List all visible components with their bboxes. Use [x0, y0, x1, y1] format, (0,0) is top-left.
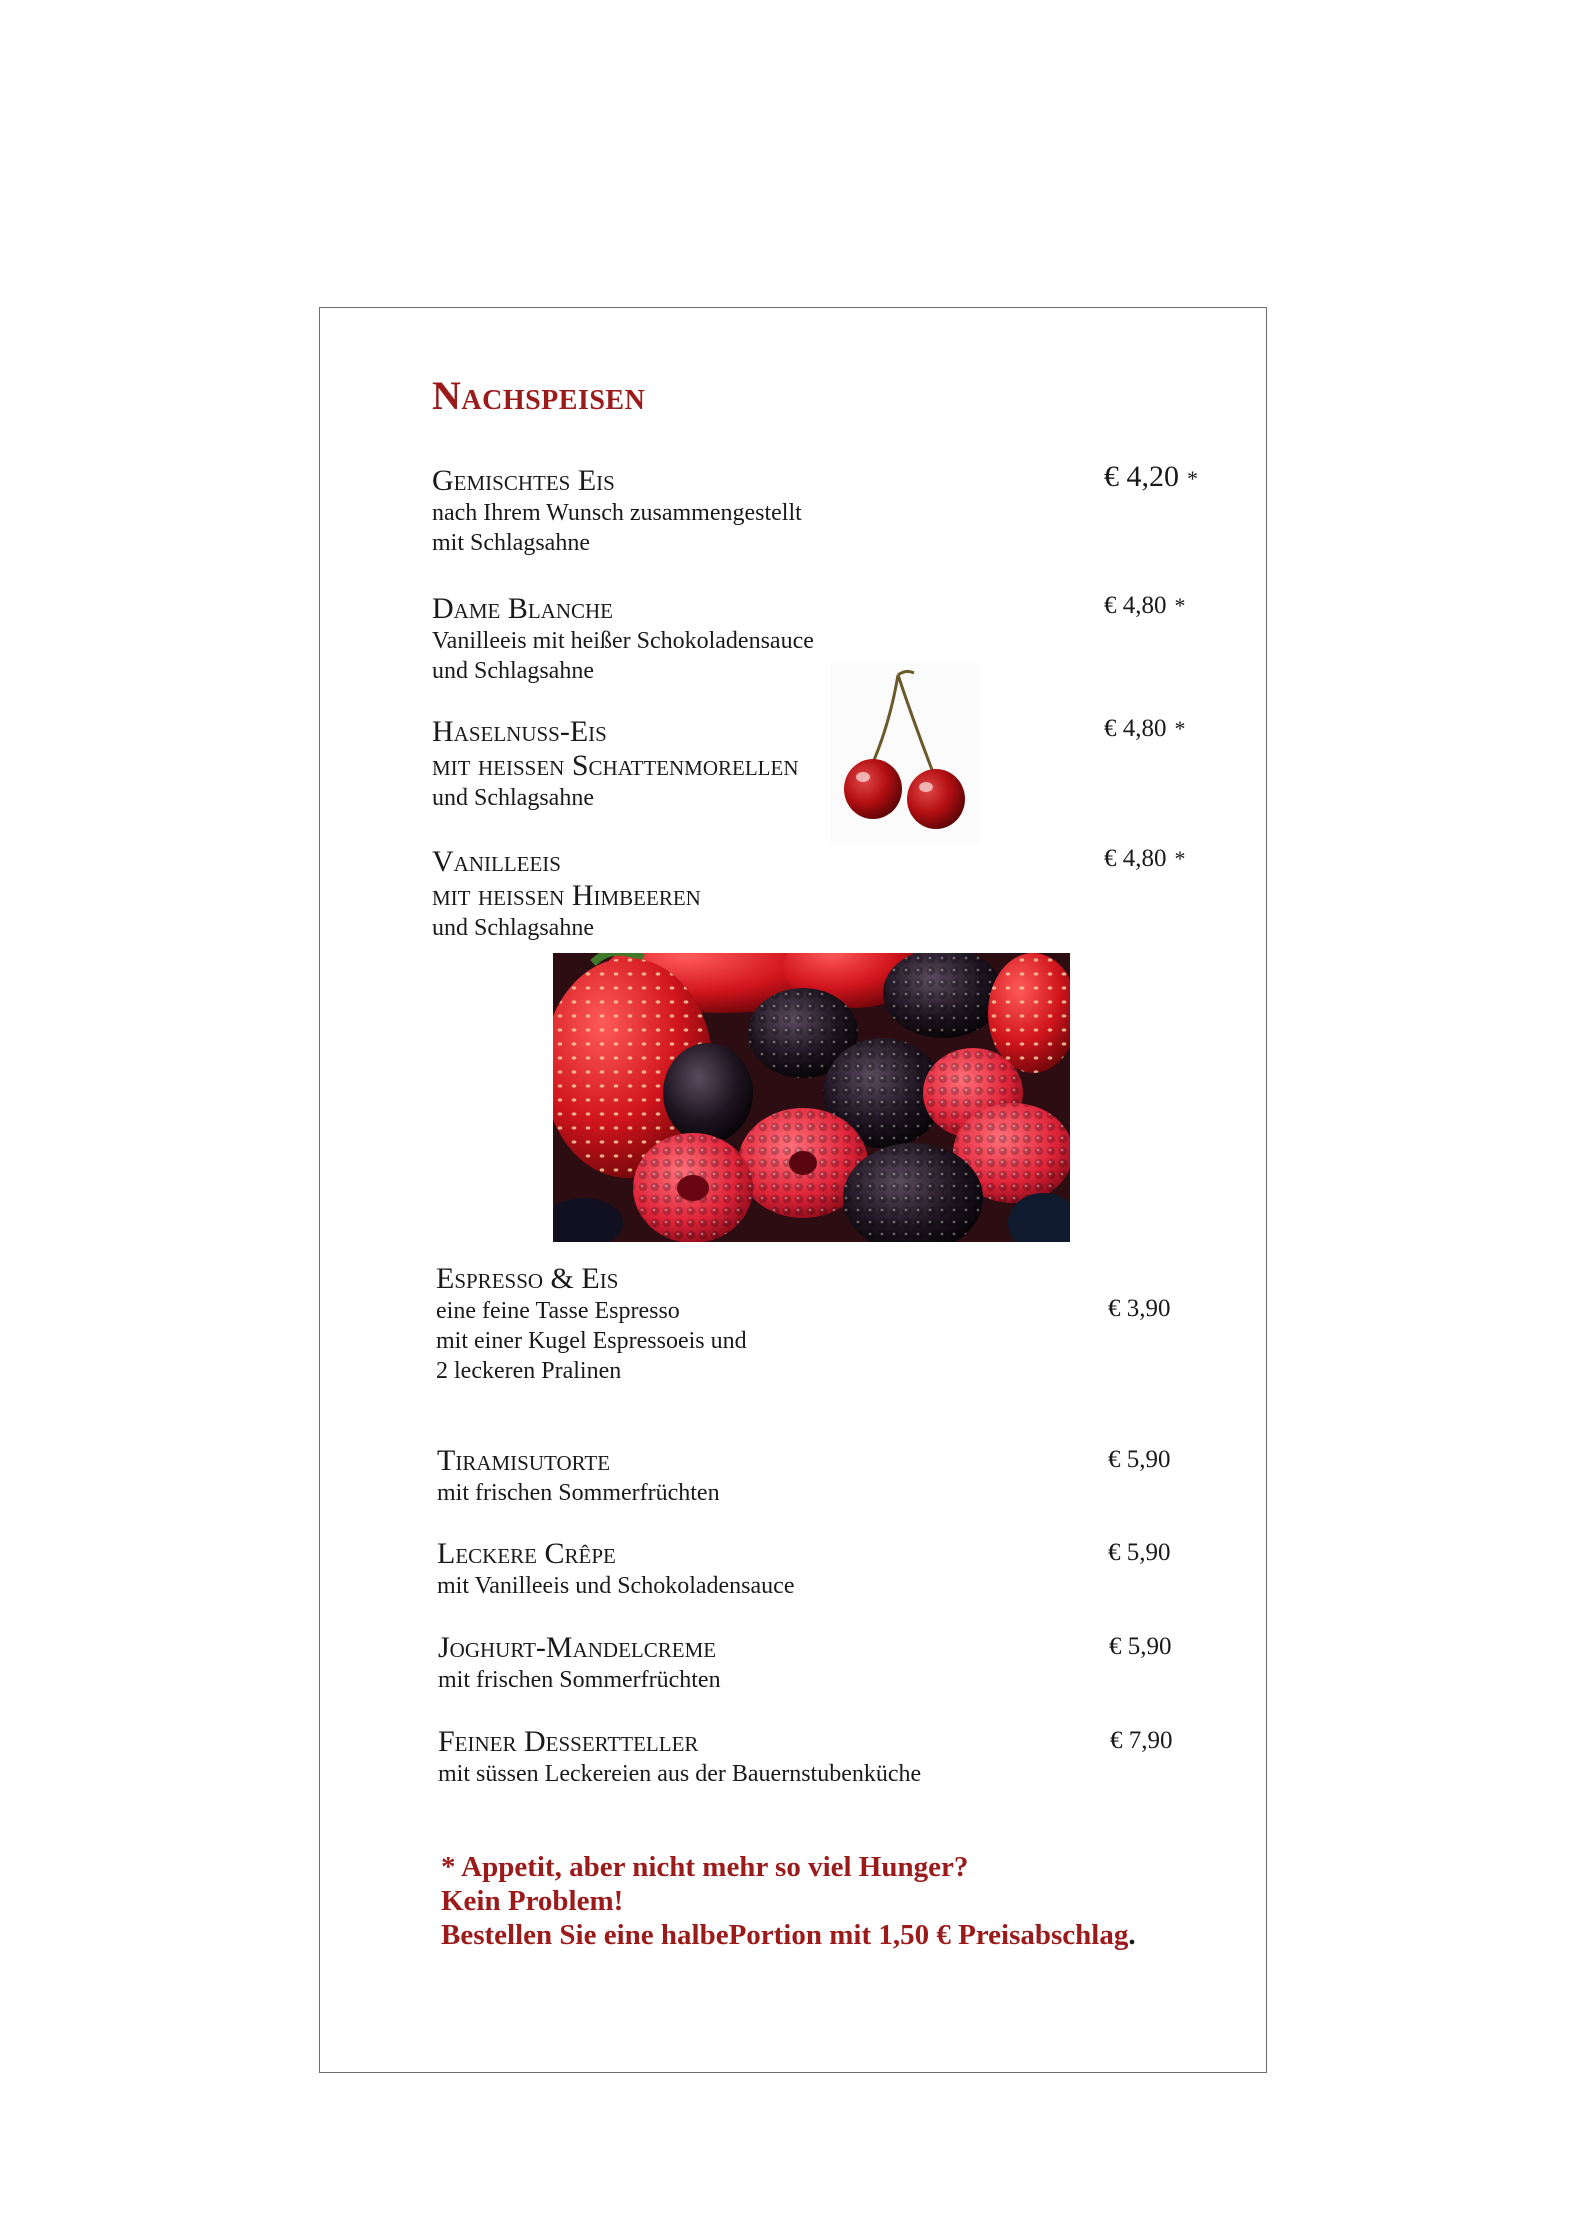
- note-line-3: Bestellen Sie eine halbePortion mit 1,50 € Preisabschlag.: [441, 1919, 1136, 1951]
- item-name: Haselnuss-Eis: [432, 715, 607, 748]
- item-desc: mit einer Kugel Espressoeis und: [436, 1328, 747, 1354]
- item-desc: mit frischen Sommerfrüchten: [438, 1667, 721, 1693]
- item-desc: mit Schlagsahne: [432, 530, 590, 556]
- item-desc: mit Vanilleeis und Schokoladensauce: [437, 1573, 795, 1599]
- menu-item-leckere-crepe: [437, 1537, 794, 1601]
- item-name: Dame Blanche: [432, 592, 613, 625]
- item-price: € 4,80 *: [1104, 592, 1186, 619]
- item-name: Gemischtes Eis: [432, 464, 615, 497]
- menu-title: Nachspeisen: [432, 373, 646, 418]
- item-price: € 5,90: [1108, 1446, 1171, 1473]
- item-price: € 4,80 *: [1104, 845, 1186, 872]
- menu-item-espresso-eis: [436, 1262, 747, 1386]
- note-line-1: * Appetit, aber nicht mehr so viel Hunger?: [441, 1851, 969, 1883]
- item-price: € 4,20 *: [1104, 460, 1198, 493]
- item-name-line2: mit heissen Himbeeren: [432, 879, 701, 912]
- item-name: Vanilleeis: [432, 845, 561, 878]
- item-desc: und Schlagsahne: [432, 915, 594, 941]
- item-desc: und Schlagsahne: [432, 658, 594, 684]
- item-desc: Vanilleeis mit heißer Schokoladensauce: [432, 628, 814, 654]
- item-name: Tiramisutorte: [437, 1444, 611, 1477]
- item-name-line2: mit heissen Schattenmorellen: [432, 749, 799, 782]
- half-portion-note: [441, 1850, 1136, 1952]
- menu-item-joghurt-mandelcreme: [438, 1631, 721, 1695]
- note-line-2: Kein Problem!: [441, 1885, 624, 1917]
- item-price: € 7,90: [1110, 1727, 1173, 1754]
- menu-item-gemischtes-eis: [432, 464, 802, 558]
- item-desc: nach Ihrem Wunsch zusammengestellt: [432, 500, 802, 526]
- item-name: Leckere Crêpe: [437, 1537, 616, 1570]
- item-price: € 5,90: [1108, 1539, 1171, 1566]
- item-desc: mit frischen Sommerfrüchten: [437, 1480, 720, 1506]
- item-name: Feiner Dessertteller: [438, 1725, 699, 1758]
- cherries-image: [830, 663, 980, 843]
- menu-item-dame-blanche: [432, 592, 814, 686]
- item-desc: und Schlagsahne: [432, 785, 594, 811]
- item-price: € 5,90: [1109, 1633, 1172, 1660]
- item-name: Joghurt-Mandelcreme: [438, 1631, 717, 1664]
- item-desc: 2 leckeren Pralinen: [436, 1358, 622, 1384]
- menu-item-vanilleeis: [432, 845, 701, 943]
- menu-item-haselnuss-eis: [432, 715, 799, 813]
- berries-image: [553, 953, 1070, 1242]
- item-name: Espresso & Eis: [436, 1262, 619, 1295]
- item-desc: eine feine Tasse Espresso: [436, 1298, 680, 1324]
- item-desc: mit süssen Leckereien aus der Bauernstubenküche: [438, 1761, 922, 1787]
- item-price: € 3,90: [1108, 1295, 1171, 1322]
- menu-item-feiner-dessertteller: [438, 1725, 921, 1789]
- item-price: € 4,80 *: [1104, 715, 1186, 742]
- menu-item-tiramisutorte: [437, 1444, 720, 1508]
